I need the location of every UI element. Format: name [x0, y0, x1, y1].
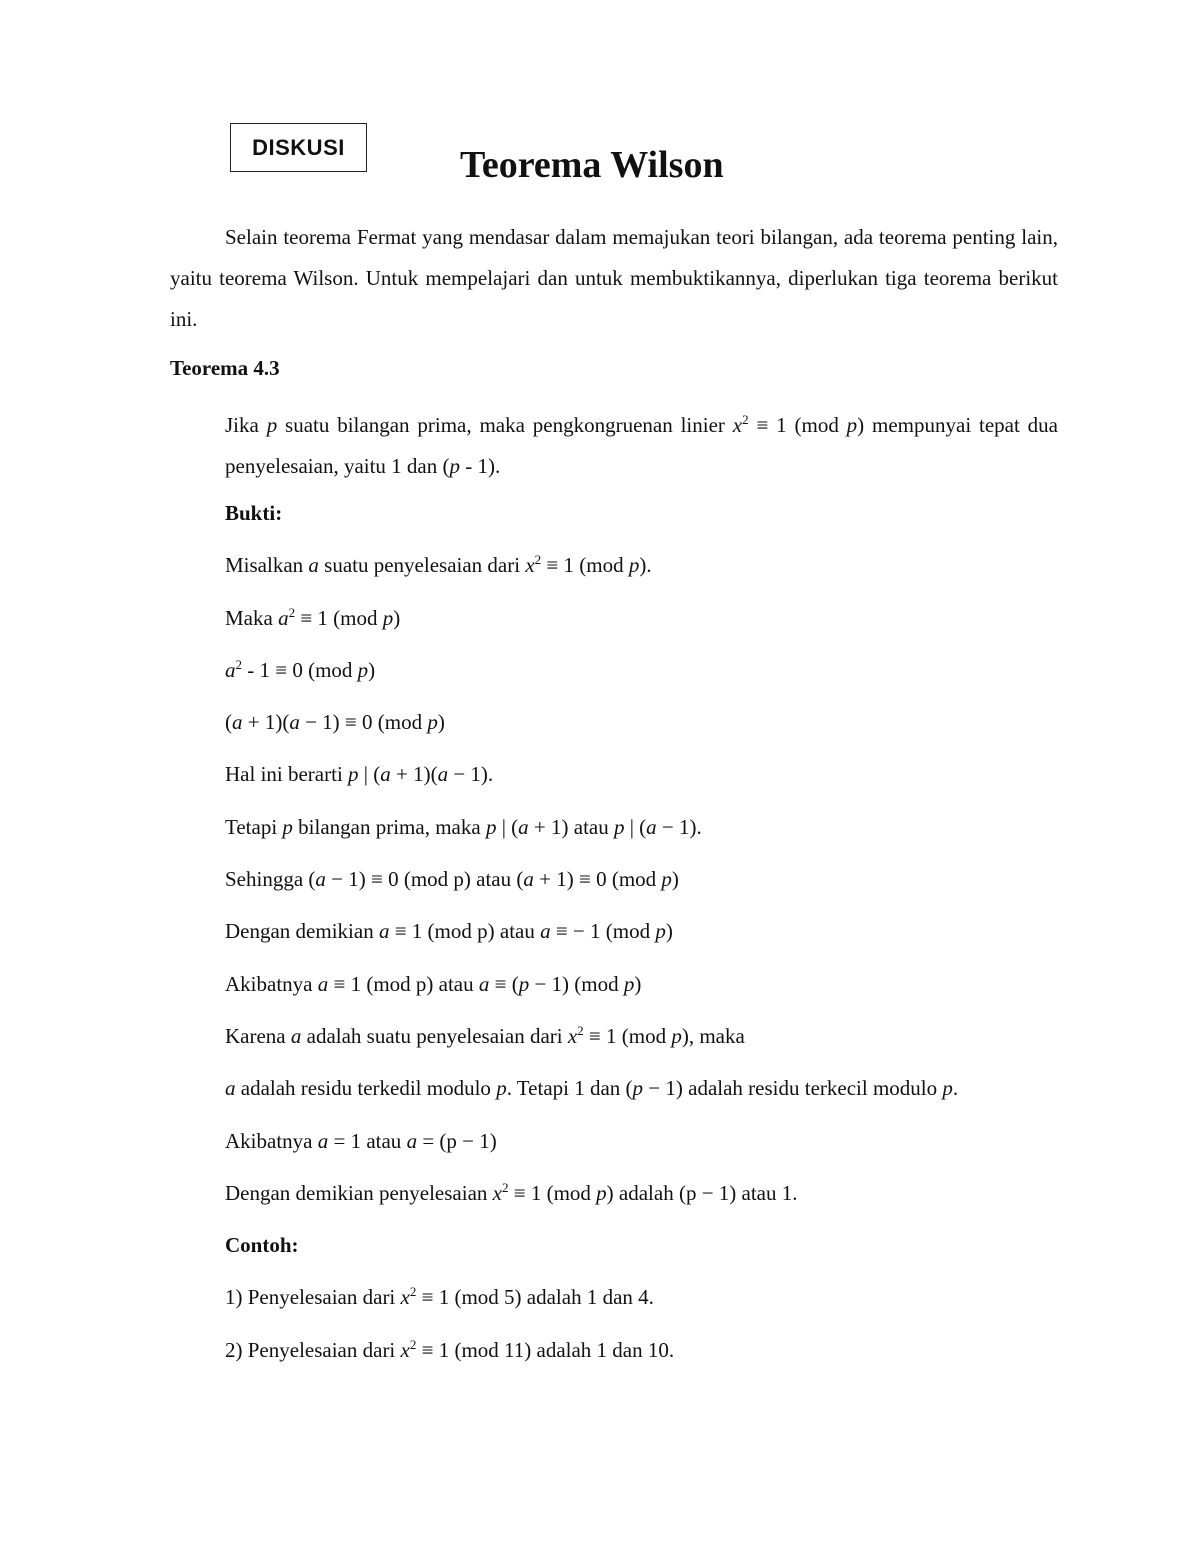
proof-line: Maka $a^2 \equiv 1$ (mod p) — [225, 604, 401, 630]
proof-line: Akibatnya a ≡ 1 (mod p) atau a ≡ (p − 1) (mod p) — [225, 971, 642, 996]
proof-section — [225, 498, 1105, 1387]
proof-line: Misalkan a suatu penyelesaian dari $x^2 \equiv 1$ (mod p). — [225, 552, 652, 578]
example-heading: Contoh: — [225, 1233, 299, 1258]
theorem-heading: Teorema 4.3 — [170, 356, 280, 380]
theorem-statement: Jika p suatu bilangan prima, maka pengkongruenan linier $x^2 \equiv 1$ (mod p) mempunyai tepat dua penyelesaian, yaitu 1 dan (p - 1). — [225, 412, 1058, 478]
proof-line: Akibatnya a = 1 atau a = (p − 1) — [225, 1128, 497, 1153]
example-item: 2) Penyelesaian dari $x^2 \equiv 1$ (mod 11) adalah 1 dan 10. — [225, 1336, 675, 1362]
proof-line: Dengan demikian a ≡ 1 (mod p) atau a ≡ − 1 (mod p) — [225, 919, 673, 944]
proof-line: (a + 1)(a − 1) ≡ 0 (mod p) — [225, 710, 445, 735]
proof-line: Dengan demikian penyelesaian $x^2 \equiv 1$ (mod p) adalah (p − 1) atau 1. — [225, 1179, 798, 1205]
proof-line: $a^2 - 1 \equiv 0$ (mod p) — [225, 656, 376, 682]
proof-heading: Bukti: — [225, 501, 283, 525]
proof-line: Karena a adalah suatu penyelesaian dari $x^2 \equiv 1$ (mod p), maka — [225, 1022, 745, 1048]
proof-line: Sehingga (a − 1) ≡ 0 (mod p) atau (a + 1) ≡ 0 (mod p) — [225, 867, 679, 892]
proof-line: Hal ini berarti p | (a + 1)(a − 1). — [225, 762, 494, 787]
example-item: 1) Penyelesaian dari $x^2 \equiv 1$ (mod 5) adalah 1 dan 4. — [225, 1284, 654, 1310]
discussion-badge: DISKUSI — [230, 123, 367, 172]
proof-line: a adalah residu terkedil modulo p. Tetapi 1 dan (p − 1) adalah residu terkecil modulo p. — [225, 1076, 959, 1101]
proof-line: Tetapi p bilangan prima, maka p | (a + 1) atau p | (a − 1). — [225, 814, 702, 839]
page-title: Teorema Wilson — [460, 144, 724, 186]
intro-paragraph: Selain teorema Fermat yang mendasar dalam memajukan teori bilangan, ada teorema penting lain, yaitu teorema Wilson. Untuk mempelajari dan untuk membuktikannya, diperlukan tiga teorema berikut ini. — [170, 225, 1058, 331]
